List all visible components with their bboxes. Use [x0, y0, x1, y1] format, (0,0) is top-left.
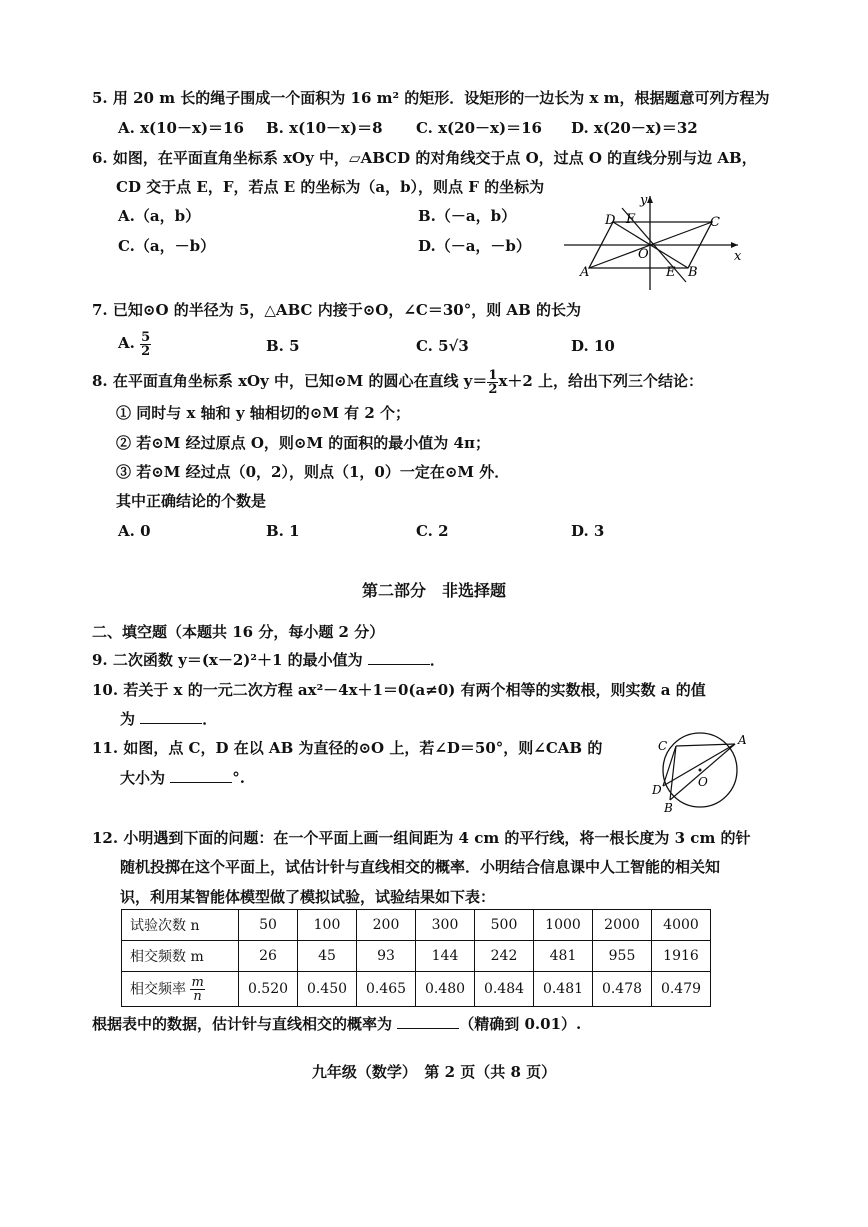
table-cell: 0.481 — [534, 972, 593, 1007]
q8-option-d: D. 3 — [571, 522, 605, 540]
table-cell: 144 — [416, 941, 475, 972]
q9-answer-blank — [368, 650, 430, 665]
q6-label-o: O — [638, 247, 649, 262]
q8-question: 其中正确结论的个数是 — [116, 492, 267, 510]
q8-conclusion-3: ③ 若⊙M 经过点（0，2），则点（1，0）一定在⊙M 外． — [116, 463, 510, 481]
q9-text: 9. 二次函数 y＝(x－2)²＋1 的最小值为 — [92, 651, 363, 669]
q11-answer-blank — [170, 768, 232, 783]
q11-line1: 11. 如图，点 C，D 在以 AB 为直径的⊙O 上，若∠D＝50°，则∠CAB 的 — [92, 739, 603, 757]
table-cell: 0.478 — [593, 972, 652, 1007]
q7-stem: 7. 已知⊙O 的半径为 5，△ABC 内接于⊙O，∠C＝30°，则 AB 的长为 — [92, 301, 581, 319]
q12-results-table — [121, 909, 711, 1007]
table-cell: 0.465 — [357, 972, 416, 1007]
table-cell: 0.480 — [416, 972, 475, 1007]
q8-stem-prefix: 8. 在平面直角坐标系 xOy 中，已知⊙M 的圆心在直线 y＝ — [92, 372, 488, 390]
q7-frac-den: 2 — [141, 343, 151, 359]
q6-parallelogram-figure — [560, 186, 750, 294]
q10-line2 — [120, 709, 217, 729]
q11-label-b: B — [664, 801, 673, 814]
q6-label-e: E — [666, 265, 676, 280]
q8-option-c: C. 2 — [416, 522, 449, 540]
q8-stem-suffix: x＋2 上，给出下列三个结论： — [498, 372, 704, 390]
row-header-hits: 相交频数 m — [122, 941, 239, 972]
q6-option-a: A.（a，b） — [118, 207, 201, 225]
section-fill-blank-title: 二、填空题（本题共 16 分，每小题 2 分） — [92, 623, 385, 641]
table-cell: 1000 — [534, 910, 593, 941]
q6-label-c: C — [710, 215, 720, 230]
q8-fraction — [487, 369, 498, 396]
table-cell: 0.484 — [475, 972, 534, 1007]
row-header-frequency — [122, 972, 239, 1007]
q9-suffix: ． — [429, 651, 445, 669]
q7-option-a-label: A. — [118, 334, 135, 352]
q5-stem: 5. 用 20 m 长的绳子围成一个面积为 16 m² 的矩形．设矩形的一边长为 x m，根据题意可列方程为 — [92, 89, 770, 107]
q7-option-a-fraction — [140, 331, 151, 358]
q12-line2: 随机投掷在这个平面上，试估计针与直线相交的概率．小明结合信息课中人工智能的相关知 — [120, 858, 721, 876]
table-cell: 50 — [239, 910, 298, 941]
q10-line2-prefix: 为 — [120, 710, 136, 728]
q5-option-c: C. x(20－x)＝16 — [416, 119, 542, 137]
q5-option-b: B. x(10－x)＝8 — [266, 119, 383, 137]
q8-option-b: B. 1 — [266, 522, 300, 540]
q11-line2 — [120, 768, 245, 788]
q12-question-suffix: （精确到 0.01）. — [459, 1015, 582, 1033]
frequency-label: 相交频率 — [130, 981, 186, 997]
q11-circle-figure — [650, 728, 750, 814]
frequency-frac-den: n — [193, 988, 202, 1004]
q6-label-f: F — [626, 212, 636, 227]
table-row — [122, 910, 711, 941]
q7-option-b: B. 5 — [266, 337, 300, 355]
q6-label-x: x — [734, 249, 742, 264]
q8-frac-den: 2 — [488, 381, 498, 397]
table-cell: 100 — [298, 910, 357, 941]
q6-stem-line2: CD 交于点 E，F，若点 E 的坐标为（a，b），则点 F 的坐标为 — [116, 178, 545, 196]
q11-label-a: A — [738, 733, 747, 747]
q7-frac-num: 5 — [141, 329, 151, 345]
q5-option-d: D. x(20－x)＝32 — [571, 119, 698, 137]
q7-option-d: D. 10 — [571, 337, 615, 355]
table-cell: 26 — [239, 941, 298, 972]
q7-option-a — [118, 328, 151, 358]
q6-option-d: D.（－a，－b） — [418, 237, 531, 255]
q8-stem — [92, 366, 703, 396]
row-header-trials: 试验次数 n — [122, 910, 239, 941]
table-cell: 242 — [475, 941, 534, 972]
q12-question — [92, 1014, 581, 1034]
q6-label-b: B — [688, 265, 698, 280]
q12-line3: 识，利用某智能体模型做了模拟试验，试验结果如下表： — [120, 888, 496, 906]
q11-label-d: D — [652, 783, 662, 797]
table-cell: 300 — [416, 910, 475, 941]
table-cell: 481 — [534, 941, 593, 972]
frequency-fraction — [190, 976, 204, 1003]
table-cell: 4000 — [652, 910, 711, 941]
q11-label-o: O — [698, 775, 708, 789]
table-cell: 200 — [357, 910, 416, 941]
table-cell: 45 — [298, 941, 357, 972]
table-row — [122, 941, 711, 972]
table-cell: 2000 — [593, 910, 652, 941]
table-cell: 955 — [593, 941, 652, 972]
q6-label-d: D — [605, 213, 616, 228]
q10-line1: 10. 若关于 x 的一元二次方程 ax²－4x＋1＝0(a≠0) 有两个相等的实数根，则实数 a 的值 — [92, 681, 706, 699]
q5-option-a: A. x(10－x)＝16 — [118, 119, 244, 137]
q7-option-c: C. 5√3 — [416, 337, 469, 355]
table-cell: 0.520 — [239, 972, 298, 1007]
q9 — [92, 650, 445, 670]
q12-answer-blank — [397, 1014, 459, 1029]
q11-label-c: C — [658, 739, 668, 753]
q6-option-b: B.（－a，b） — [418, 207, 517, 225]
table-row — [122, 972, 711, 1007]
page-footer: 九年级（数学） 第 2 页（共 8 页） — [311, 1063, 557, 1081]
q8-conclusion-1: ① 同时与 x 轴和 y 轴相切的⊙M 有 2 个； — [116, 404, 411, 422]
table-cell: 0.450 — [298, 972, 357, 1007]
frequency-frac-num: m — [191, 974, 204, 990]
q10-suffix: ． — [202, 710, 218, 728]
table-cell: 93 — [357, 941, 416, 972]
table-cell: 0.479 — [652, 972, 711, 1007]
q8-frac-num: 1 — [488, 367, 498, 383]
table-cell: 1916 — [652, 941, 711, 972]
table-cell: 500 — [475, 910, 534, 941]
part-two-title: 第二部分 非选择题 — [361, 581, 506, 600]
q10-answer-blank — [140, 709, 202, 724]
q11-line2-prefix: 大小为 — [120, 769, 166, 787]
q6-label-a: A — [580, 265, 590, 280]
q12-line1: 12. 小明遇到下面的问题：在一个平面上画一组间距为 4 cm 的平行线，将一根长度为 3 cm 的针 — [92, 829, 751, 847]
q8-option-a: A. 0 — [118, 522, 151, 540]
q6-option-c: C.（a，－b） — [118, 237, 216, 255]
q12-question-text: 根据表中的数据，估计针与直线相交的概率为 — [92, 1015, 393, 1033]
q6-label-y: y — [640, 193, 648, 208]
q6-stem-line1: 6. 如图，在平面直角坐标系 xOy 中，▱ABCD 的对角线交于点 O，过点 O 的直线分别与边 AB， — [92, 149, 757, 167]
q11-suffix: °. — [232, 769, 245, 787]
q8-conclusion-2: ② 若⊙M 经过原点 O，则⊙M 的面积的最小值为 4π； — [116, 434, 490, 452]
